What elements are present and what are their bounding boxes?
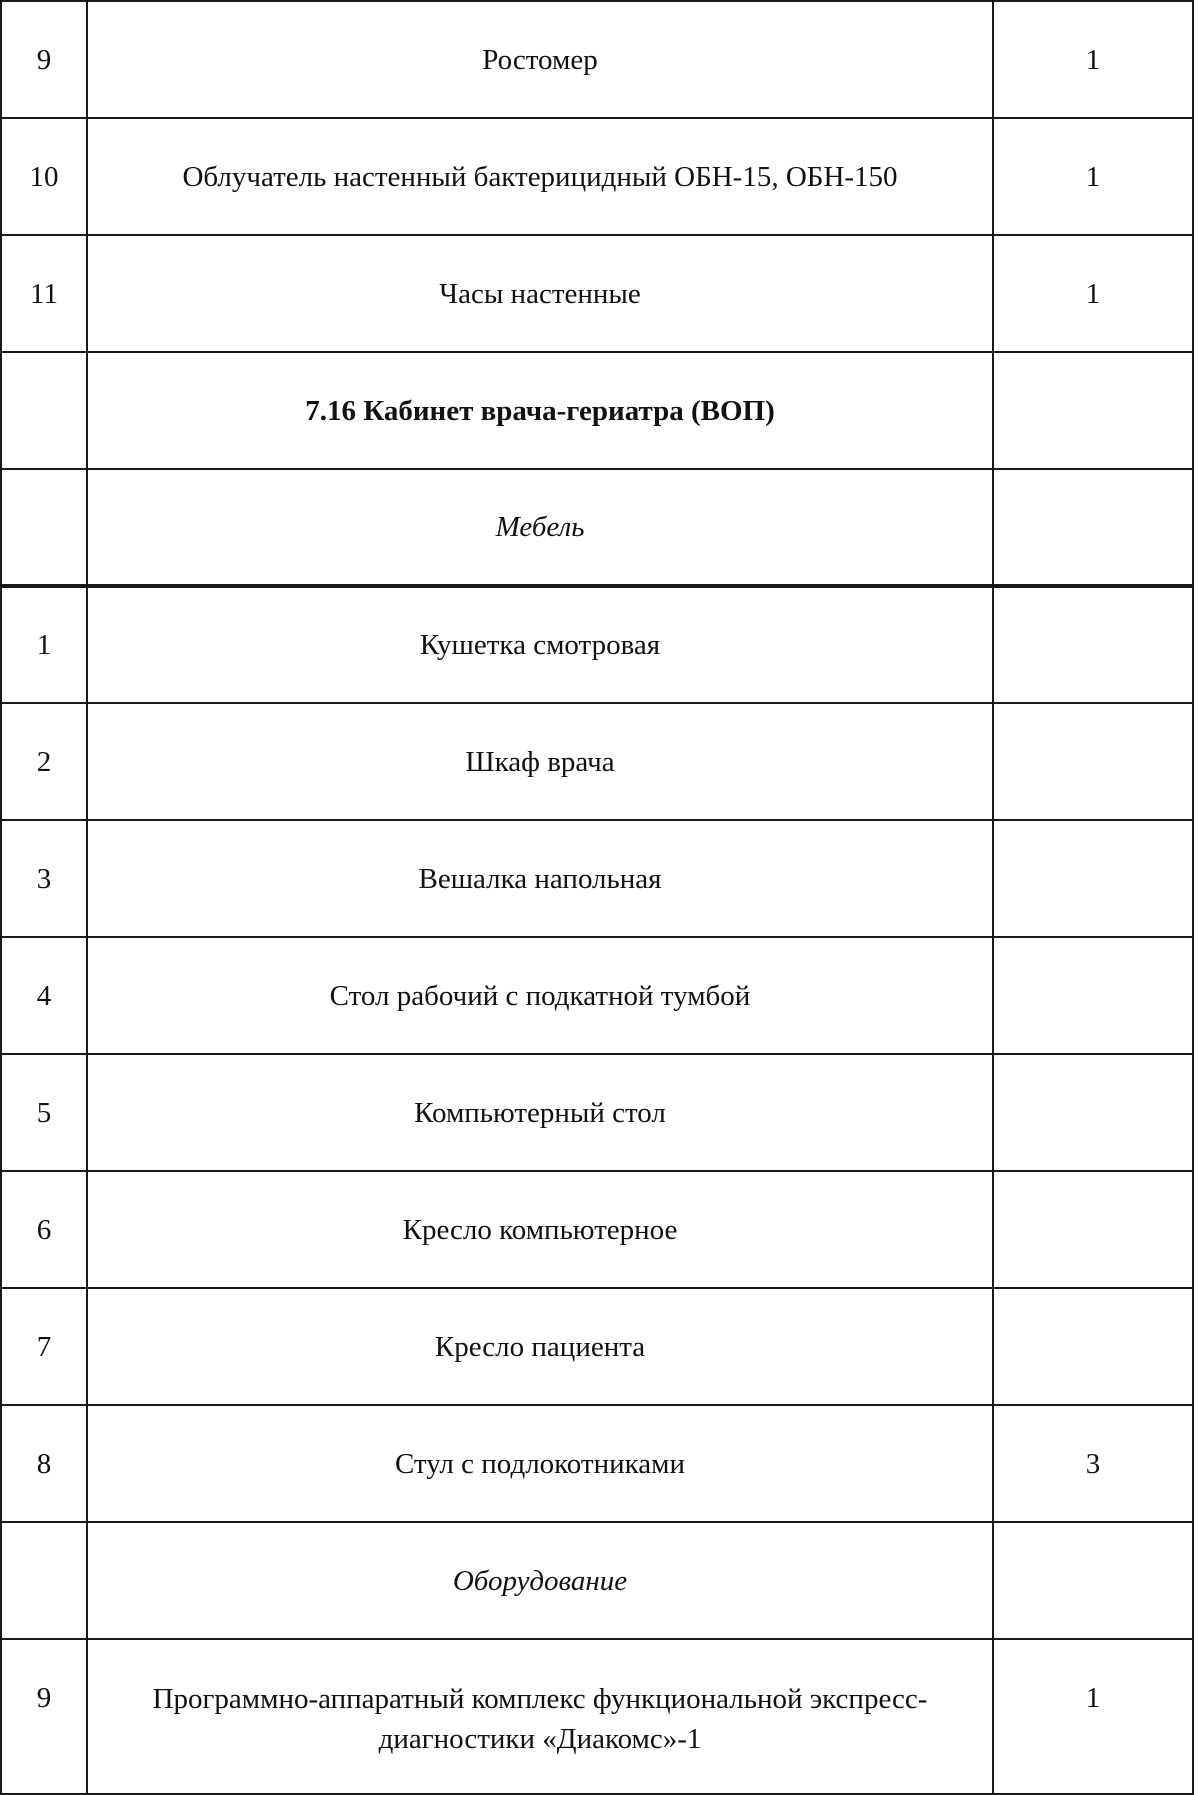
table-row [1, 1405, 1193, 1522]
item-name: Компьютерный стол [87, 1054, 993, 1171]
item-quantity: 1 [993, 1, 1193, 118]
subsection-title: Оборудование [87, 1522, 993, 1639]
item-name: Облучатель настенный бактерицидный ОБН-15, ОБН-150 [87, 118, 993, 235]
subsection-row [1, 1522, 1193, 1639]
row-number [1, 469, 87, 586]
row-number: 11 [1, 235, 87, 352]
row-number: 10 [1, 118, 87, 235]
section-title: 7.16 Кабинет врача-гериатра (ВОП) [87, 352, 993, 469]
item-quantity [993, 1288, 1193, 1405]
row-number: 9 [1, 1639, 87, 1794]
row-number: 8 [1, 1405, 87, 1522]
table-row [1, 118, 1193, 235]
row-number [1, 1522, 87, 1639]
item-name: Вешалка напольная [87, 820, 993, 937]
row-number: 3 [1, 820, 87, 937]
item-quantity [993, 586, 1193, 703]
item-name: Шкаф врача [87, 703, 993, 820]
subsection-title: Мебель [87, 469, 993, 586]
row-number: 6 [1, 1171, 87, 1288]
item-name: Стол рабочий с подкатной тумбой [87, 937, 993, 1054]
table-row [1, 1054, 1193, 1171]
item-quantity [993, 352, 1193, 469]
item-quantity [993, 1054, 1193, 1171]
table-row [1, 1171, 1193, 1288]
table-row [1, 1, 1193, 118]
table-row [1, 937, 1193, 1054]
row-number [1, 352, 87, 469]
table-row [1, 820, 1193, 937]
item-name: Кресло пациента [87, 1288, 993, 1405]
row-number: 2 [1, 703, 87, 820]
item-quantity: 1 [993, 235, 1193, 352]
item-name: Стул с подлокотниками [87, 1405, 993, 1522]
item-quantity [993, 820, 1193, 937]
row-number: 5 [1, 1054, 87, 1171]
table-row [1, 1288, 1193, 1405]
table-body [1, 1, 1193, 1794]
table-row [1, 703, 1193, 820]
item-quantity [993, 1522, 1193, 1639]
item-quantity: 3 [993, 1405, 1193, 1522]
row-number: 9 [1, 1, 87, 118]
table-row [1, 586, 1193, 703]
item-quantity: 1 [993, 1639, 1193, 1794]
item-quantity [993, 703, 1193, 820]
row-number: 4 [1, 937, 87, 1054]
item-quantity [993, 1171, 1193, 1288]
table-row [1, 235, 1193, 352]
section-row [1, 352, 1193, 469]
item-name: Кушетка смотровая [87, 586, 993, 703]
item-quantity: 1 [993, 118, 1193, 235]
subsection-row [1, 469, 1193, 586]
item-name: Ростомер [87, 1, 993, 118]
item-name: Программно-аппаратный комплекс функциональной экспресс-диагностики «Диакомс»-1 [87, 1639, 993, 1794]
item-quantity [993, 469, 1193, 586]
item-quantity [993, 937, 1193, 1054]
item-name: Часы настенные [87, 235, 993, 352]
row-number: 7 [1, 1288, 87, 1405]
table-row [1, 1639, 1193, 1794]
row-number: 1 [1, 586, 87, 703]
item-name: Кресло компьютерное [87, 1171, 993, 1288]
